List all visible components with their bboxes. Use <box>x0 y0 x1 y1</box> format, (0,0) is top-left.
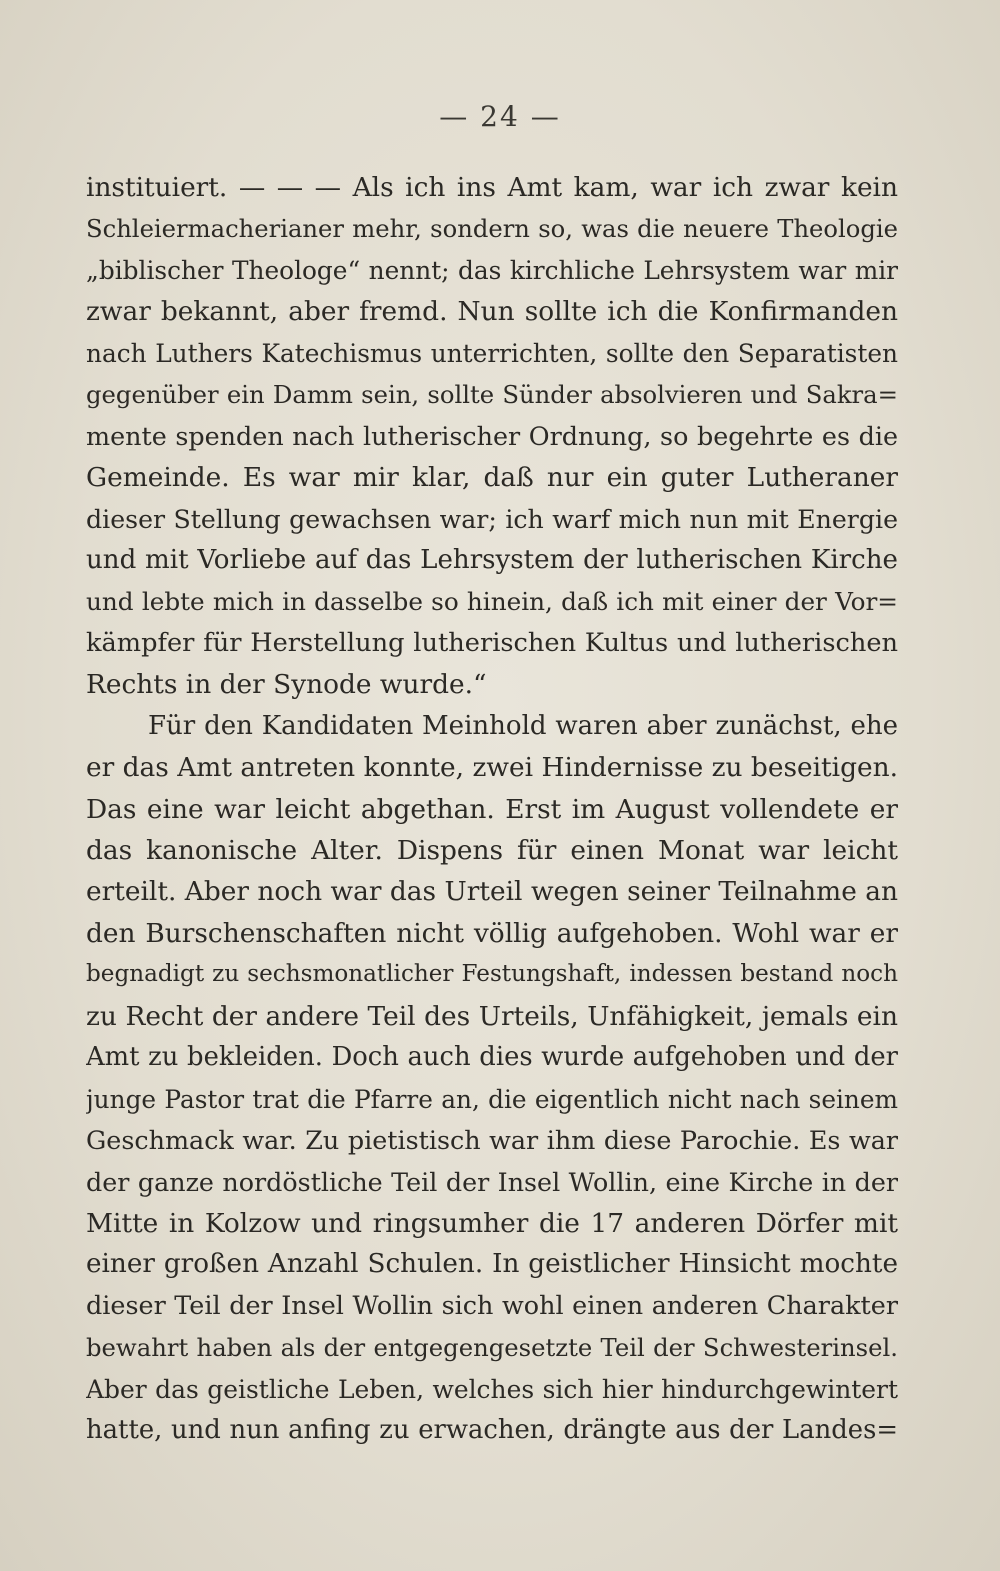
text-line: dieser Stellung gewachsen war; ich warf mich nun mit Energie <box>86 504 898 534</box>
text-line: nach Luthers Katechismus unterrichten, sollte den Separatisten <box>86 338 898 368</box>
text-line: hatte, und nun anfing zu erwachen, drängte aus der Landes= <box>86 1415 898 1446</box>
text-line: zu Recht der andere Teil des Urteils, Unfähigkeit, jemals ein <box>86 1000 898 1032</box>
text-line: erteilt. Aber noch war das Urteil wegen seiner Teilnahme an <box>86 876 898 908</box>
text-line: kämpfer für Herstellung lutherischen Kultus und lutherischen <box>86 627 898 658</box>
paragraph-end-line: Rechts in der Synode wurde.“ <box>86 669 487 701</box>
text-line: und mit Vorliebe auf das Lehrsystem der lutherischen Kirche <box>86 544 898 575</box>
text-line: junge Pastor trat die Pfarre an, die eigentlich nicht nach seinem <box>86 1084 898 1114</box>
text-line: bewahrt haben als der entgegengesetzte Teil der Schwesterinsel. <box>86 1333 898 1363</box>
text-line: das kanonische Alter. Dispens für einen Monat war leicht <box>86 835 898 866</box>
text-line: einer großen Anzahl Schulen. In geistlicher Hinsicht mochte <box>86 1249 898 1280</box>
text-line: Aber das geistliche Leben, welches sich hier hindurchgewintert <box>86 1374 898 1404</box>
text-line: Gemeinde. Es war mir klar, daß nur ein guter Lutheraner <box>86 462 898 494</box>
text-line: Amt zu bekleiden. Doch auch dies wurde aufgehoben und der <box>86 1042 898 1073</box>
text-line: „biblischer Theologe“ nennt; das kirchliche Lehrsystem war mir <box>86 255 898 285</box>
text-line: Mitte in Kolzow und ringsumher die 17 anderen Dörfer mit <box>86 1207 898 1239</box>
text-line: mente spenden nach lutherischer Ordnung, so begehrte es die <box>86 420 898 451</box>
text-line: und lebte mich in dasselbe so hinein, daß ich mit einer der Vor= <box>86 587 898 617</box>
text-line: instituiert. — — — Als ich ins Amt kam, war ich zwar kein <box>86 172 898 203</box>
text-line: Das eine war leicht abgethan. Erst im August vollendete er <box>86 793 898 825</box>
text-line: zwar bekannt, aber fremd. Nun sollte ich die Konfirmanden <box>86 296 898 328</box>
text-line: gegenüber ein Damm sein, sollte Sünder absolvieren und Sakra= <box>86 380 898 410</box>
text-line: er das Amt antreten konnte, zwei Hindernisse zu beseitigen. <box>86 752 898 784</box>
text-line: der ganze nordöstliche Teil der Insel Wollin, eine Kirche in der <box>86 1166 898 1197</box>
text-line: den Burschenschaften nicht völlig aufgehoben. Wohl war er <box>86 917 898 949</box>
text-line: begnadigt zu sechsmonatlicher Festungshaft, indessen bestand noch <box>86 961 898 988</box>
page-number: — 24 — <box>439 100 561 133</box>
body-text <box>86 167 898 1452</box>
text-line: Schleiermacherianer mehr, sondern so, was die neuere Theologie <box>86 214 898 244</box>
text-line: dieser Teil der Insel Wollin sich wohl einen anderen Charakter <box>86 1290 898 1321</box>
paragraph-start-line: Für den Kandidaten Meinhold waren aber zunächst, ehe <box>148 710 898 741</box>
text-line: Geschmack war. Zu pietistisch war ihm diese Parochie. Es war <box>86 1125 898 1156</box>
